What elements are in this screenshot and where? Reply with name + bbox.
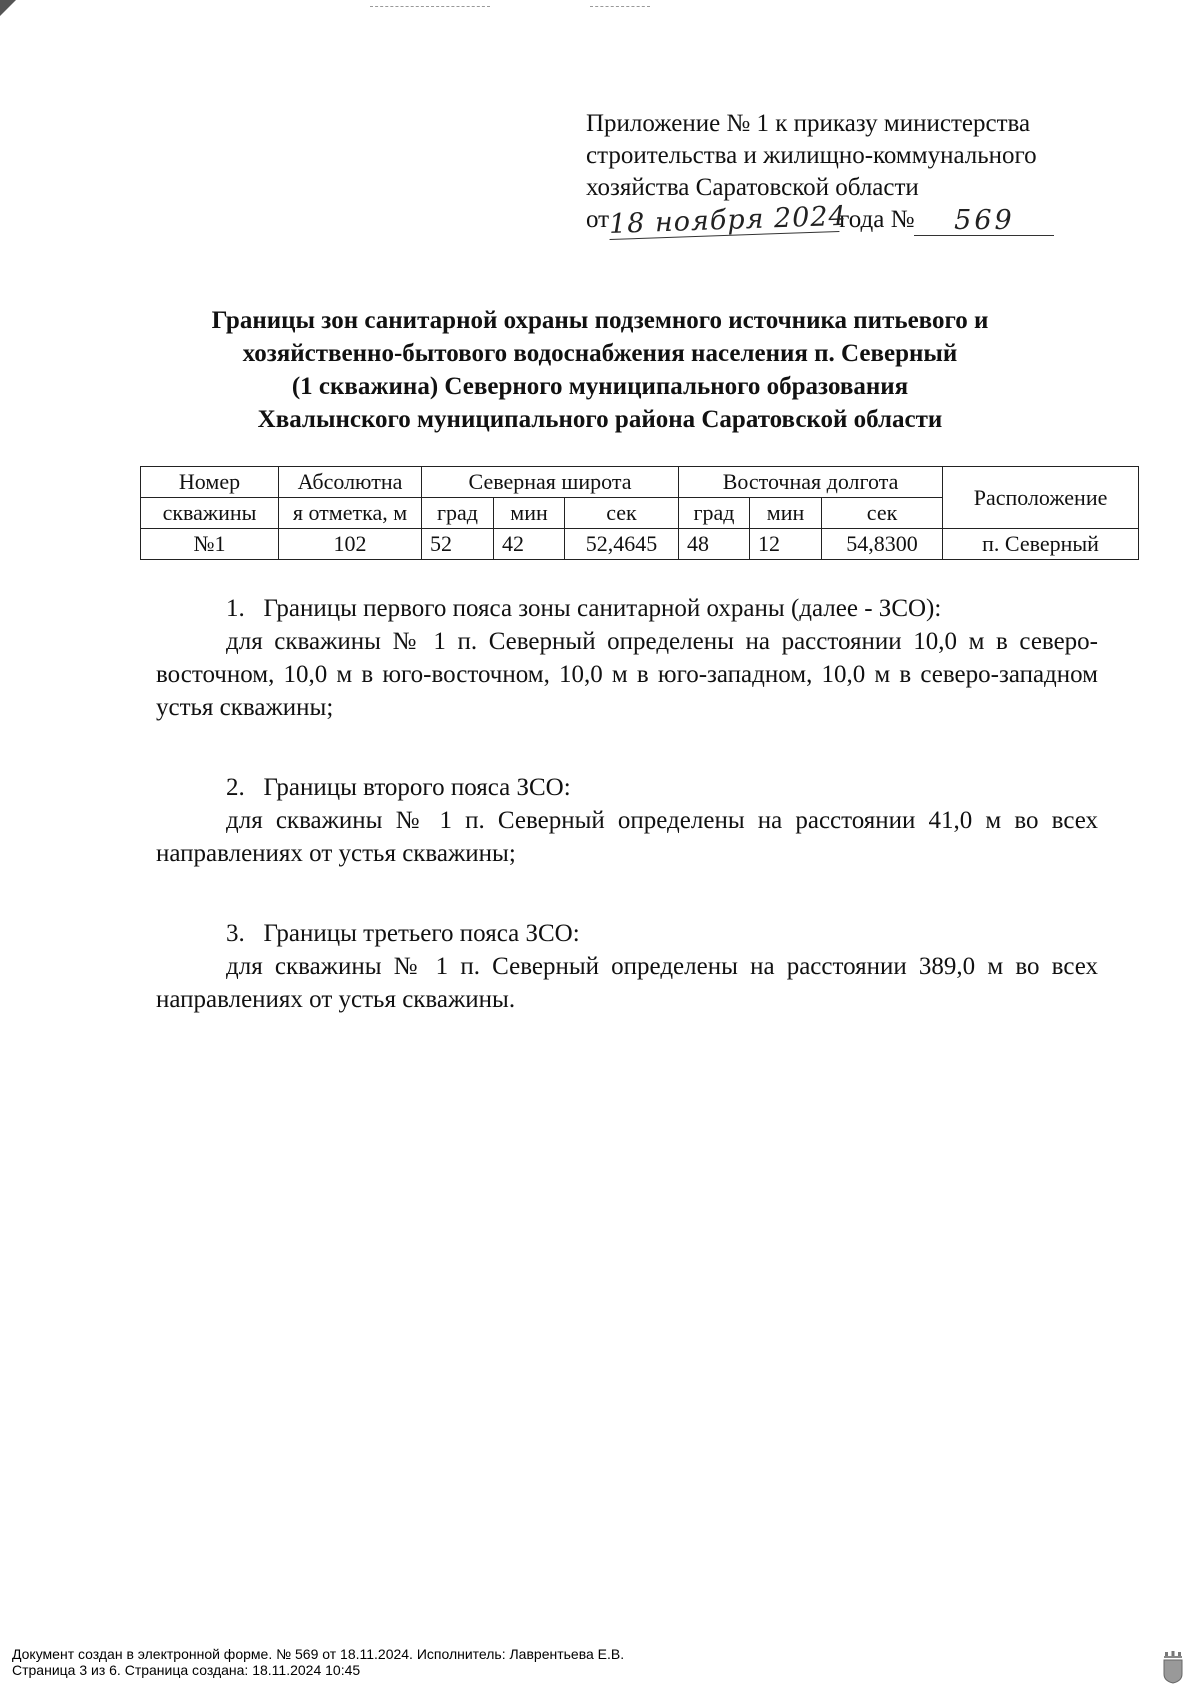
annex-header (586, 108, 1106, 241)
title-line-3: (1 скважина) Северного муниципального образования (291, 373, 909, 400)
from-label: от (586, 206, 610, 233)
section-third-belt (156, 917, 1098, 1016)
well-coordinates-table (140, 466, 1139, 560)
section-heading: 2. Границы второго пояса ЗСО: (226, 774, 571, 801)
scan-artifact-line (590, 6, 650, 7)
cell-lat-deg: 52 (422, 529, 494, 560)
footer-line-1: Документ создан в электронной форме. № 569 от 18.11.2024. Исполнитель: Лаврентьева Е.В. (12, 1646, 625, 1662)
document-body (156, 592, 1098, 1063)
title-line-2: хозяйственно-бытового водоснабжения населения п. Северный (242, 340, 958, 367)
cell-lat-min: 42 (494, 529, 565, 560)
coat-of-arms-icon (1162, 1650, 1184, 1684)
header-elevation-cont: я отметка, м (279, 498, 422, 529)
cell-well: №1 (141, 529, 279, 560)
footer-line-2: Страница 3 из 6. Страница создана: 18.11.2024 10:45 (12, 1662, 361, 1678)
title-line-1: Границы зон санитарной охраны подземного источника питьевого и (211, 307, 989, 334)
order-date-number-row (586, 200, 1106, 241)
header-east-longitude: Восточная долгота (679, 467, 943, 498)
header-lat-min: мин (494, 498, 565, 529)
cell-lon-sec: 54,8300 (822, 529, 943, 560)
section-heading: 3. Границы третьего пояса ЗСО: (226, 920, 580, 947)
year-number-label: года № (839, 206, 915, 233)
section-text: для скважины № 1 п. Северный определены на расстоянии 389,0 м во всех направлениях от устья скважины. (156, 953, 1098, 1013)
section-heading: 1. Границы первого пояса зоны санитарной охраны (далее - ЗСО): (226, 595, 942, 622)
section-text: для скважины № 1 п. Северный определены на расстоянии 10,0 м в северо-восточном, 10,0 м в юго-восточном, 10,0 м в юго-западном, 10,0 м в северо-западном устья скважины; (156, 628, 1098, 721)
section-text: для скважины № 1 п. Северный определены на расстоянии 41,0 м во всех направлениях от устья скважины; (156, 807, 1098, 867)
header-well-number-cont: скважины (141, 498, 279, 529)
cell-lon-min: 12 (750, 529, 822, 560)
header-location: Расположение (943, 467, 1139, 529)
table-header-row (141, 467, 1139, 498)
handwritten-date: 18 ноября 2024 (608, 200, 848, 241)
scan-artifact-line (370, 6, 490, 7)
title-line-4: Хвалынского муниципального района Саратовской области (257, 406, 943, 433)
annex-line-1: Приложение № 1 к приказу министерства (586, 110, 1031, 137)
header-well-number: Номер (141, 467, 279, 498)
header-lon-min: мин (750, 498, 822, 529)
corner-fold-mark (0, 0, 16, 16)
electronic-document-footer (12, 1646, 624, 1678)
annex-line-2: строительства и жилищно-коммунального (586, 142, 1037, 169)
header-lon-deg: град (679, 498, 750, 529)
annex-line-3: хозяйства Саратовской области (586, 174, 919, 201)
header-lat-deg: град (422, 498, 494, 529)
header-elevation: Абсолютна (279, 467, 422, 498)
header-lat-sec: сек (565, 498, 679, 529)
section-first-belt (156, 592, 1098, 724)
header-north-latitude: Северная широта (422, 467, 679, 498)
document-title (150, 304, 1050, 436)
cell-elevation: 102 (279, 529, 422, 560)
cell-location: п. Северный (943, 529, 1139, 560)
cell-lat-sec: 52,4645 (565, 529, 679, 560)
header-lon-sec: сек (822, 498, 943, 529)
section-second-belt (156, 771, 1098, 870)
handwritten-order-number: 569 (914, 207, 1054, 236)
cell-lon-deg: 48 (679, 529, 750, 560)
table-row (141, 529, 1139, 560)
